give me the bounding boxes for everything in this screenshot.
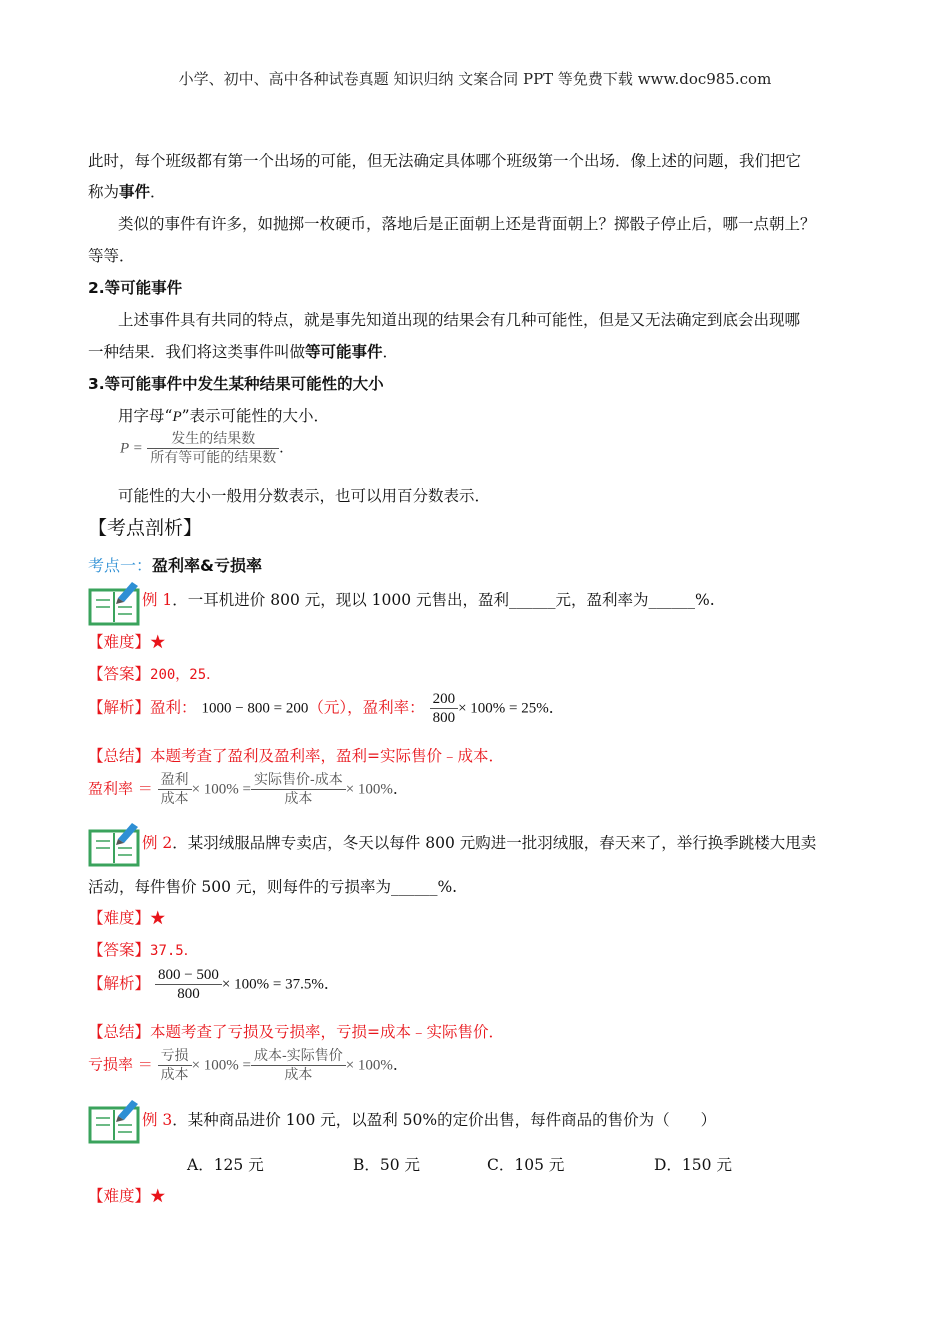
answer-label: 【答案】 bbox=[88, 941, 151, 959]
example-2-formula bbox=[88, 1047, 408, 1084]
numerator: 实际售价-成本 bbox=[251, 771, 346, 790]
choice-b: B．50 元 bbox=[353, 1156, 421, 1174]
example-2-text: ．某羽绒服品牌专卖店，冬天以每件 800 元购进一批羽绒服，春天来了，举行换季跳楼大甩卖 bbox=[172, 834, 817, 852]
formula-fraction-2 bbox=[251, 1047, 346, 1084]
analysis-pre: 盈利： bbox=[150, 698, 197, 717]
example-2-summary bbox=[88, 1021, 504, 1043]
formula-end: × 100% bbox=[345, 781, 393, 798]
formula-denominator: 所有等可能的结果数 bbox=[150, 450, 277, 466]
section3-text-end: ”表示可能性的大小． bbox=[181, 407, 330, 425]
analysis-period: ． bbox=[548, 698, 565, 717]
fraction-numerator: 200 bbox=[430, 690, 459, 709]
analysis-period: ． bbox=[323, 974, 340, 993]
section2-text-end: ． bbox=[382, 343, 399, 361]
book-pencil-icon bbox=[88, 821, 140, 867]
answer-value: 200，25． bbox=[150, 667, 221, 683]
formula-mid: × 100% = bbox=[191, 1057, 251, 1074]
formula-lhs: 盈利率 ＝ bbox=[88, 779, 153, 798]
intro-line-2 bbox=[88, 181, 166, 203]
example-2-question-line-2: 活动，每件售价 500 元，则每件的亏损率为______%. bbox=[88, 878, 458, 896]
kaodian-label: 考点一： bbox=[88, 556, 153, 575]
example-1-label: 例 1 bbox=[142, 591, 173, 609]
analysis-unit: （元），盈利率： bbox=[308, 698, 425, 717]
formula-fraction-2 bbox=[251, 771, 346, 808]
intro-line-3: 类似的事件有许多，如抛掷一枚硬币，落地后是正面朝上还是背面朝上？掷骰子停止后，哪一点朝上？ bbox=[118, 215, 816, 233]
example-1-question bbox=[142, 589, 715, 611]
fraction-result: × 100% = 37.5% bbox=[221, 976, 324, 993]
section2-text: 一种结果．我们将这类事件叫做 bbox=[88, 343, 306, 361]
kaodian-title: 盈利率&亏损率 bbox=[152, 556, 262, 575]
term-equal-event: 等可能事件 bbox=[305, 343, 383, 361]
section3-line-2: 可能性的大小一般用分数表示，也可以用百分数表示． bbox=[118, 487, 491, 505]
fraction-denominator: 800 bbox=[177, 986, 200, 1002]
intro-text: 称为 bbox=[88, 183, 120, 201]
section2-line-1: 上述事件具有共同的特点，就是事先知道出现的结果会有几种可能性，但是又无法确定到底会出现哪 bbox=[118, 311, 801, 329]
formula-period: ． bbox=[392, 1055, 408, 1074]
example-3-label: 例 3 bbox=[142, 1111, 173, 1129]
denominator: 成本 bbox=[284, 1067, 313, 1083]
term-event: 事件 bbox=[119, 183, 151, 201]
difficulty-label: 【难度】 bbox=[88, 909, 151, 927]
analysis-title: 【考点剖析】 bbox=[88, 517, 203, 539]
page-header: 小学、初中、高中各种试卷真题 知识归纳 文案合同 PPT 等免费下载 www.doc985.com bbox=[178, 70, 772, 88]
formula-fraction-1 bbox=[158, 1047, 192, 1084]
choice-c: C．105 元 bbox=[487, 1156, 565, 1174]
fraction-result: × 100% = 25% bbox=[458, 700, 549, 717]
formula-mid: × 100% = bbox=[191, 781, 251, 798]
choice-a: A．125 元 bbox=[187, 1156, 264, 1174]
analysis-label: 【解析】 bbox=[88, 698, 151, 717]
difficulty-label: 【难度】 bbox=[88, 1187, 151, 1205]
kaodian-heading bbox=[88, 553, 262, 576]
example-3-text: ．某种商品进价 100 元，以盈利 50%的定价出售，每件商品的售价为（ ） bbox=[172, 1111, 717, 1129]
formula-period: ． bbox=[392, 779, 408, 798]
example-1-formula bbox=[88, 771, 408, 808]
difficulty-stars: ★ bbox=[150, 909, 166, 927]
intro-line-4: 等等． bbox=[88, 247, 135, 265]
denominator: 成本 bbox=[160, 1067, 189, 1083]
analysis-fraction bbox=[155, 966, 222, 1003]
example-2-analysis bbox=[88, 966, 339, 1003]
section-heading-2: 2.等可能事件 bbox=[88, 279, 183, 297]
difficulty-stars: ★ bbox=[150, 633, 166, 651]
section3-text: 用字母“ bbox=[118, 407, 173, 425]
formula-lhs: 亏损率 ＝ bbox=[88, 1055, 153, 1074]
denominator: 成本 bbox=[160, 791, 189, 807]
analysis-fraction bbox=[430, 690, 459, 727]
intro-text-end: ． bbox=[150, 183, 166, 201]
summary-text: 本题考查了盈利及盈利率，盈利=实际售价﹣成本． bbox=[150, 747, 505, 765]
analysis-label: 【解析】 bbox=[88, 974, 151, 993]
answer-label: 【答案】 bbox=[88, 665, 151, 683]
example-1-summary bbox=[88, 745, 504, 767]
numerator: 亏损 bbox=[158, 1047, 192, 1066]
formula-fraction bbox=[147, 430, 279, 467]
answer-value: 37.5． bbox=[150, 943, 198, 959]
example-1-text: ．一耳机进价 800 元，现以 1000 元售出，盈利______元，盈利率为______%. bbox=[172, 591, 715, 609]
formula-numerator: 发生的结果数 bbox=[147, 430, 279, 449]
analysis-equation: 1000 − 800 = 200 bbox=[201, 700, 309, 717]
section2-line-2 bbox=[88, 341, 398, 363]
numerator: 成本-实际售价 bbox=[251, 1047, 346, 1066]
example-1-analysis bbox=[88, 690, 564, 727]
section-heading-3: 3.等可能事件中发生某种结果可能性的大小 bbox=[88, 375, 384, 393]
difficulty-stars: ★ bbox=[150, 1187, 166, 1205]
choice-d: D．150 元 bbox=[654, 1156, 732, 1174]
variable-p: P bbox=[172, 409, 182, 425]
formula-end: ． bbox=[279, 440, 294, 457]
formula-lhs: P = bbox=[120, 440, 143, 457]
formula-fraction-1 bbox=[158, 771, 192, 808]
example-2-question-line-1 bbox=[142, 832, 816, 854]
example-1-answer bbox=[88, 663, 220, 686]
example-2-difficulty bbox=[88, 907, 166, 929]
probability-formula bbox=[120, 430, 293, 467]
example-3-difficulty bbox=[88, 1185, 166, 1207]
intro-line-1: 此时，每个班级都有第一个出场的可能，但无法确定具体哪个班级第一个出场．像上述的问题，我们把它 bbox=[88, 152, 802, 170]
example-1-difficulty bbox=[88, 631, 166, 653]
book-pencil-icon bbox=[88, 1098, 140, 1144]
book-pencil-icon bbox=[88, 580, 140, 626]
formula-end: × 100% bbox=[345, 1057, 393, 1074]
fraction-numerator: 800 − 500 bbox=[155, 966, 222, 985]
example-2-label: 例 2 bbox=[142, 834, 173, 852]
numerator: 盈利 bbox=[158, 771, 192, 790]
example-3-question bbox=[142, 1109, 716, 1131]
example-2-answer bbox=[88, 939, 198, 962]
fraction-denominator: 800 bbox=[432, 710, 456, 726]
section3-line-1 bbox=[118, 405, 329, 428]
difficulty-label: 【难度】 bbox=[88, 633, 151, 651]
denominator: 成本 bbox=[284, 791, 313, 807]
summary-text: 本题考查了亏损及亏损率，亏损=成本﹣实际售价． bbox=[150, 1023, 505, 1041]
summary-label: 【总结】 bbox=[88, 1023, 151, 1041]
summary-label: 【总结】 bbox=[88, 747, 151, 765]
